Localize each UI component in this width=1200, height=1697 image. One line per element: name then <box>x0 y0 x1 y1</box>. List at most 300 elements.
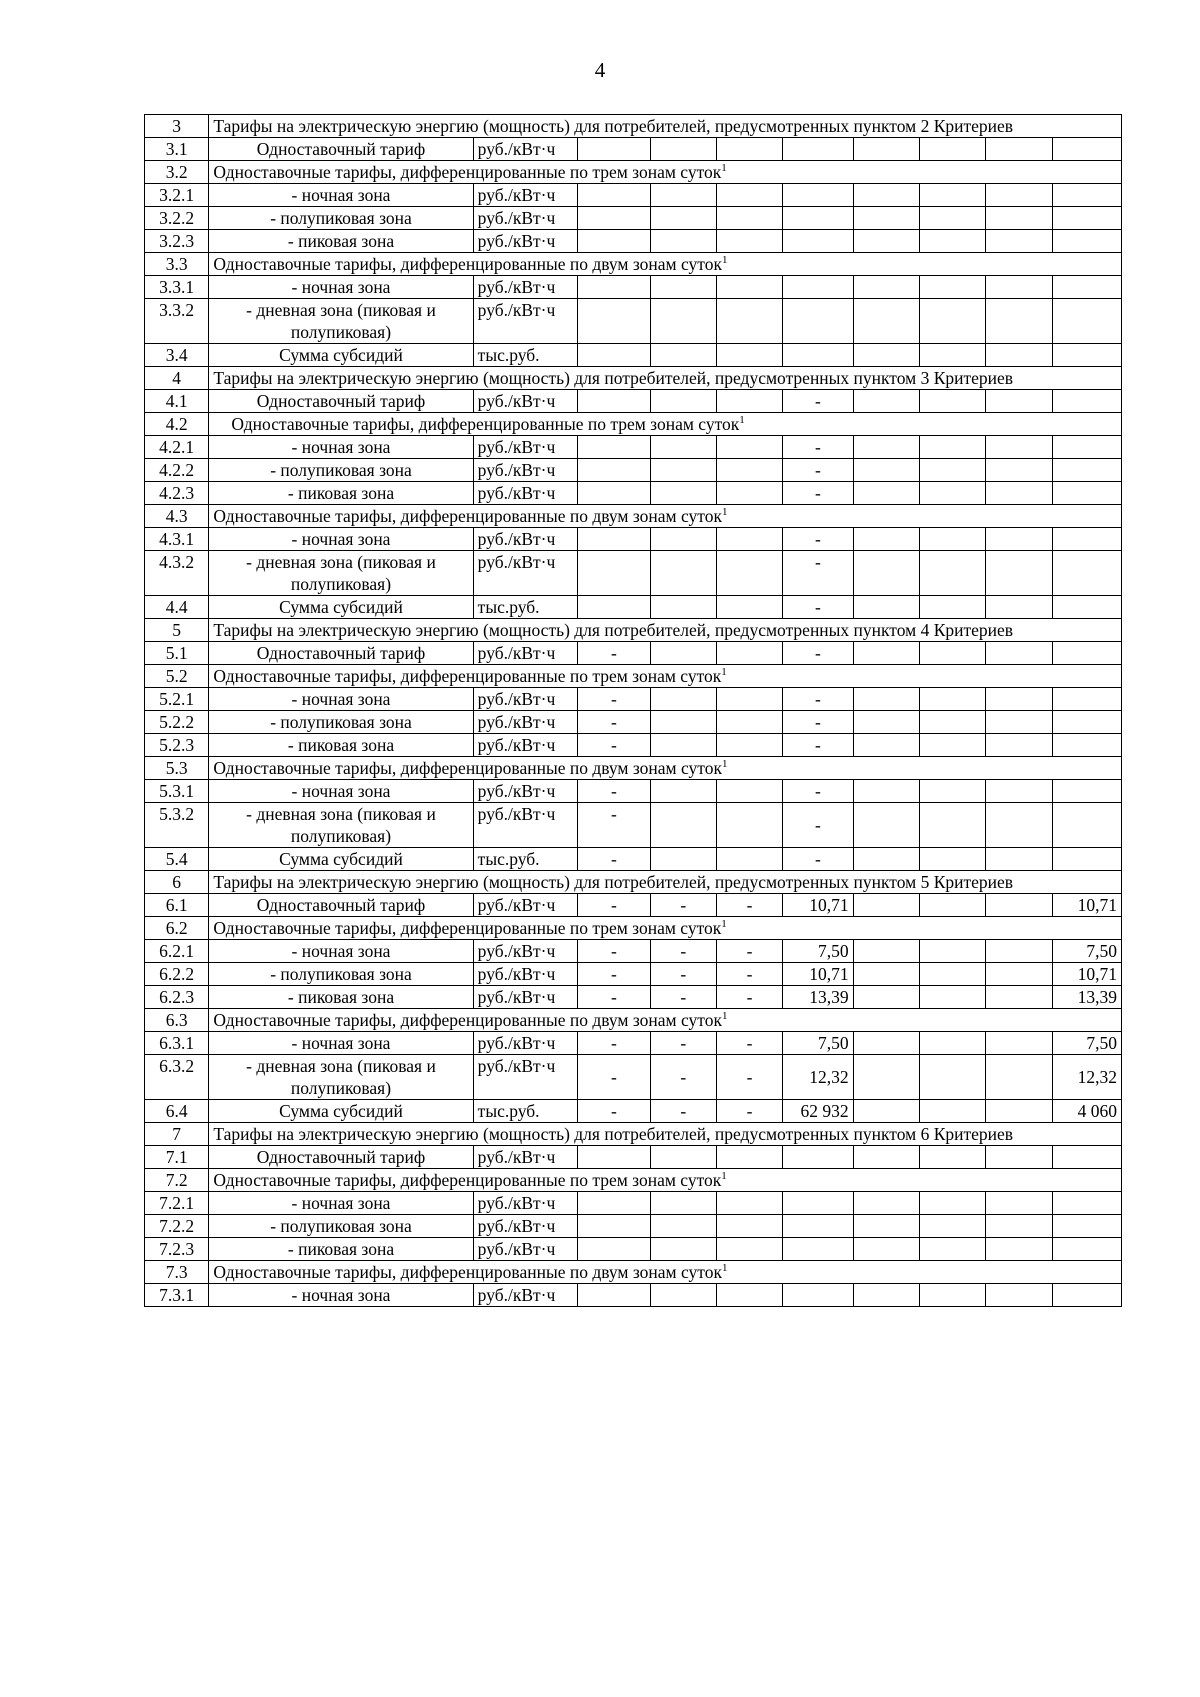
value-cell: - <box>578 1055 650 1100</box>
value-cell <box>986 734 1052 757</box>
value-cell <box>578 1284 650 1307</box>
row-number: 6.3 <box>145 1009 209 1032</box>
value-cell <box>578 1146 650 1169</box>
value-cell: - <box>650 1032 716 1055</box>
table-row <box>145 1032 1122 1055</box>
row-number: 5.3.1 <box>145 780 209 803</box>
row-unit: руб./кВт·ч <box>473 1146 578 1169</box>
table-row <box>145 551 1122 596</box>
value-cell <box>783 276 853 299</box>
group-title-text: Одноставочные тарифы, дифференцированные по трем зонам суток <box>213 666 722 686</box>
table-row <box>145 138 1122 161</box>
row-number: 7.2 <box>145 1169 209 1192</box>
value-cell <box>919 711 985 734</box>
value-cell <box>783 1238 853 1261</box>
value-cell <box>716 482 782 505</box>
row-name: - ночная зона <box>209 1284 473 1307</box>
value-cell <box>650 551 716 596</box>
value-cell <box>716 711 782 734</box>
value-cell <box>986 482 1052 505</box>
value-cell <box>919 344 985 367</box>
value-cell: - <box>650 986 716 1009</box>
value-cell: 13,39 <box>783 986 853 1009</box>
page-number: 4 <box>594 58 606 82</box>
group-row <box>145 917 1122 940</box>
row-number: 3 <box>145 115 209 138</box>
row-unit: руб./кВт·ч <box>473 986 578 1009</box>
value-cell <box>986 138 1052 161</box>
table-row <box>145 642 1122 665</box>
row-name: - пиковая зона <box>209 482 473 505</box>
group-title <box>209 413 1122 436</box>
value-cell <box>853 459 919 482</box>
section-title <box>209 619 1122 642</box>
value-cell <box>986 276 1052 299</box>
value-cell: - <box>578 848 650 871</box>
value-cell <box>919 894 985 917</box>
value-cell <box>919 848 985 871</box>
value-cell <box>716 1215 782 1238</box>
row-unit: руб./кВт·ч <box>473 780 578 803</box>
value-cell <box>919 390 985 413</box>
row-number: 6.1 <box>145 894 209 917</box>
value-cell: - <box>578 711 650 734</box>
value-cell: - <box>783 459 853 482</box>
value-cell <box>578 390 650 413</box>
value-cell <box>578 482 650 505</box>
row-name: Одноставочный тариф <box>209 390 473 413</box>
value-cell <box>986 803 1052 848</box>
value-cell <box>716 596 782 619</box>
value-cell <box>919 184 985 207</box>
table-row <box>145 1284 1122 1307</box>
value-cell: 10,71 <box>783 894 853 917</box>
row-number: 7.2.2 <box>145 1215 209 1238</box>
value-cell <box>716 1284 782 1307</box>
value-cell <box>650 1284 716 1307</box>
value-cell <box>853 780 919 803</box>
value-cell: 7,50 <box>783 1032 853 1055</box>
group-title-text: Одноставочные тарифы, дифференцированные по трем зонам суток <box>213 1170 722 1190</box>
value-cell <box>578 344 650 367</box>
value-cell <box>716 688 782 711</box>
row-name: - ночная зона <box>209 184 473 207</box>
row-unit: руб./кВт·ч <box>473 230 578 253</box>
value-cell <box>716 803 782 848</box>
footnote-mark: 1 <box>721 162 727 175</box>
value-cell <box>1052 596 1121 619</box>
row-unit: тыс.руб. <box>473 1100 578 1123</box>
value-cell <box>1052 1192 1121 1215</box>
value-cell <box>986 1284 1052 1307</box>
group-title <box>209 253 1122 276</box>
value-cell <box>650 207 716 230</box>
value-cell <box>919 734 985 757</box>
row-name: Сумма субсидий <box>209 344 473 367</box>
row-name: - дневная зона (пиковая и полупиковая) <box>209 551 473 596</box>
row-name: - ночная зона <box>209 528 473 551</box>
value-cell <box>986 711 1052 734</box>
value-cell <box>1052 848 1121 871</box>
group-row <box>145 161 1122 184</box>
value-cell <box>650 596 716 619</box>
value-cell: 12,32 <box>783 1055 853 1100</box>
value-cell <box>716 207 782 230</box>
row-name: - ночная зона <box>209 780 473 803</box>
value-cell <box>783 138 853 161</box>
value-cell: - <box>578 986 650 1009</box>
section-title-text: Тарифы на электрическую энергию (мощность) для потребителей, предусмотренных пунктом 3 Критериев <box>213 368 1014 388</box>
value-cell <box>853 551 919 596</box>
footnote-mark: 1 <box>721 1170 727 1183</box>
section-row <box>145 619 1122 642</box>
group-title <box>209 505 1122 528</box>
table-row <box>145 459 1122 482</box>
row-name: - пиковая зона <box>209 1238 473 1261</box>
value-cell: 7,50 <box>1052 1032 1121 1055</box>
value-cell: - <box>716 894 782 917</box>
group-title <box>209 1009 1122 1032</box>
row-unit: руб./кВт·ч <box>473 1238 578 1261</box>
table-row <box>145 1055 1122 1100</box>
row-number: 4.2.3 <box>145 482 209 505</box>
value-cell <box>578 299 650 344</box>
row-name: Одноставочный тариф <box>209 642 473 665</box>
row-name: - ночная зона <box>209 1032 473 1055</box>
row-name: - пиковая зона <box>209 734 473 757</box>
row-number: 7.2.3 <box>145 1238 209 1261</box>
row-number: 7.3 <box>145 1261 209 1284</box>
row-name: - ночная зона <box>209 436 473 459</box>
value-cell <box>919 986 985 1009</box>
value-cell <box>1052 390 1121 413</box>
value-cell <box>650 803 716 848</box>
value-cell <box>716 459 782 482</box>
value-cell <box>650 1215 716 1238</box>
value-cell: 13,39 <box>1052 986 1121 1009</box>
value-cell <box>1052 1215 1121 1238</box>
value-cell <box>986 299 1052 344</box>
table-row <box>145 299 1122 344</box>
value-cell <box>919 1192 985 1215</box>
value-cell <box>1052 528 1121 551</box>
value-cell <box>1052 299 1121 344</box>
row-unit: руб./кВт·ч <box>473 482 578 505</box>
value-cell <box>1052 276 1121 299</box>
value-cell <box>783 184 853 207</box>
value-cell <box>650 436 716 459</box>
table-row <box>145 230 1122 253</box>
value-cell <box>853 528 919 551</box>
value-cell <box>919 1238 985 1261</box>
section-title <box>209 871 1122 894</box>
footnote-mark: 1 <box>721 506 728 519</box>
group-title-text: Одноставочные тарифы, дифференцированные по двум зонам суток <box>213 254 722 274</box>
value-cell <box>650 780 716 803</box>
value-cell <box>986 1215 1052 1238</box>
value-cell <box>919 276 985 299</box>
value-cell <box>650 734 716 757</box>
row-number: 5.2.3 <box>145 734 209 757</box>
row-number: 3.2.3 <box>145 230 209 253</box>
section-title-text: Тарифы на электрическую энергию (мощность) для потребителей, предусмотренных пунктом 5 Критериев <box>213 872 1014 892</box>
row-name: - дневная зона (пиковая и полупиковая) <box>209 299 473 344</box>
row-name: Одноставочный тариф <box>209 1146 473 1169</box>
value-cell <box>783 344 853 367</box>
footnote-mark: 1 <box>721 254 728 267</box>
row-unit: тыс.руб. <box>473 344 578 367</box>
value-cell <box>853 184 919 207</box>
value-cell <box>716 780 782 803</box>
row-number: 6.2.3 <box>145 986 209 1009</box>
footnote-mark: 1 <box>721 666 727 679</box>
value-cell: - <box>578 1032 650 1055</box>
value-cell: - <box>578 642 650 665</box>
value-cell: - <box>783 551 853 596</box>
value-cell <box>1052 344 1121 367</box>
row-number: 5 <box>145 619 209 642</box>
value-cell <box>716 642 782 665</box>
value-cell <box>853 596 919 619</box>
value-cell <box>578 1192 650 1215</box>
row-name: - полупиковая зона <box>209 1215 473 1238</box>
value-cell: - <box>783 848 853 871</box>
value-cell <box>853 138 919 161</box>
row-name: Одноставочный тариф <box>209 138 473 161</box>
value-cell <box>578 138 650 161</box>
value-cell: - <box>578 734 650 757</box>
row-unit: тыс.руб. <box>473 596 578 619</box>
value-cell <box>919 940 985 963</box>
value-cell <box>853 276 919 299</box>
value-cell <box>1052 803 1121 848</box>
row-number: 5.2.1 <box>145 688 209 711</box>
row-unit: руб./кВт·ч <box>473 642 578 665</box>
value-cell <box>1052 711 1121 734</box>
group-title <box>209 917 1122 940</box>
row-unit: руб./кВт·ч <box>473 207 578 230</box>
table-row <box>145 528 1122 551</box>
value-cell: - <box>650 1100 716 1123</box>
value-cell <box>650 688 716 711</box>
value-cell <box>919 1032 985 1055</box>
section-row <box>145 367 1122 390</box>
value-cell <box>650 711 716 734</box>
table-row <box>145 940 1122 963</box>
section-row <box>145 1123 1122 1146</box>
value-cell <box>1052 184 1121 207</box>
value-cell <box>853 963 919 986</box>
row-number: 7.3.1 <box>145 1284 209 1307</box>
row-unit: руб./кВт·ч <box>473 688 578 711</box>
table-row <box>145 734 1122 757</box>
value-cell <box>578 459 650 482</box>
value-cell <box>986 528 1052 551</box>
value-cell <box>986 1100 1052 1123</box>
value-cell <box>919 1215 985 1238</box>
value-cell <box>783 1215 853 1238</box>
row-name: - полупиковая зона <box>209 963 473 986</box>
value-cell: - <box>716 1055 782 1100</box>
value-cell <box>986 848 1052 871</box>
group-title <box>209 161 1122 184</box>
value-cell <box>919 642 985 665</box>
section-title-text: Тарифы на электрическую энергию (мощность) для потребителей, предусмотренных пунктом 2 Критериев <box>213 116 1014 136</box>
value-cell <box>853 1055 919 1100</box>
value-cell <box>716 436 782 459</box>
value-cell <box>919 1055 985 1100</box>
value-cell <box>986 1032 1052 1055</box>
value-cell <box>578 276 650 299</box>
section-row <box>145 115 1122 138</box>
table-row <box>145 1192 1122 1215</box>
row-unit: руб./кВт·ч <box>473 734 578 757</box>
row-number: 6.2.1 <box>145 940 209 963</box>
value-cell <box>1052 780 1121 803</box>
row-unit: руб./кВт·ч <box>473 711 578 734</box>
group-title-text: Одноставочные тарифы, дифференцированные по двум зонам суток <box>213 506 722 526</box>
footnote-mark: 1 <box>721 1010 728 1023</box>
value-cell <box>853 1032 919 1055</box>
value-cell <box>716 230 782 253</box>
value-cell <box>986 459 1052 482</box>
value-cell: 7,50 <box>783 940 853 963</box>
section-title <box>209 1123 1122 1146</box>
value-cell <box>853 711 919 734</box>
value-cell <box>1052 230 1121 253</box>
value-cell <box>919 138 985 161</box>
value-cell <box>986 1146 1052 1169</box>
group-row <box>145 1169 1122 1192</box>
row-unit: руб./кВт·ч <box>473 184 578 207</box>
group-title <box>209 665 1122 688</box>
value-cell <box>986 344 1052 367</box>
value-cell <box>919 803 985 848</box>
value-cell <box>986 596 1052 619</box>
value-cell <box>716 551 782 596</box>
footnote-mark: 1 <box>721 758 728 771</box>
section-row <box>145 871 1122 894</box>
value-cell <box>783 230 853 253</box>
value-cell: - <box>783 390 853 413</box>
row-number: 3.2.1 <box>145 184 209 207</box>
value-cell: - <box>578 780 650 803</box>
group-title <box>209 757 1122 780</box>
value-cell <box>650 1238 716 1261</box>
value-cell <box>853 482 919 505</box>
value-cell: - <box>783 596 853 619</box>
footnote-mark: 1 <box>721 1262 728 1275</box>
row-number: 4.1 <box>145 390 209 413</box>
row-name: - ночная зона <box>209 276 473 299</box>
value-cell <box>578 1215 650 1238</box>
row-name: - полупиковая зона <box>209 207 473 230</box>
value-cell <box>650 230 716 253</box>
row-unit: руб./кВт·ч <box>473 1284 578 1307</box>
value-cell: - <box>783 528 853 551</box>
row-unit: руб./кВт·ч <box>473 803 578 848</box>
row-number: 4.3 <box>145 505 209 528</box>
row-number: 6.2.2 <box>145 963 209 986</box>
table-row <box>145 986 1122 1009</box>
row-unit: руб./кВт·ч <box>473 1192 578 1215</box>
value-cell <box>578 528 650 551</box>
value-cell: - <box>650 963 716 986</box>
row-number: 5.3 <box>145 757 209 780</box>
value-cell <box>1052 688 1121 711</box>
value-cell <box>919 207 985 230</box>
value-cell <box>650 184 716 207</box>
table-row <box>145 848 1122 871</box>
group-title <box>209 1169 1122 1192</box>
value-cell <box>578 436 650 459</box>
value-cell <box>650 344 716 367</box>
row-number: 3.3.2 <box>145 299 209 344</box>
row-name: - дневная зона (пиковая и полупиковая) <box>209 803 473 848</box>
value-cell <box>853 230 919 253</box>
row-unit: тыс.руб. <box>473 848 578 871</box>
row-number: 5.1 <box>145 642 209 665</box>
row-number: 4.4 <box>145 596 209 619</box>
value-cell <box>986 940 1052 963</box>
row-unit: руб./кВт·ч <box>473 551 578 596</box>
value-cell <box>853 1215 919 1238</box>
value-cell <box>716 848 782 871</box>
table-row <box>145 688 1122 711</box>
value-cell <box>783 207 853 230</box>
value-cell <box>853 1238 919 1261</box>
row-number: 3.2.2 <box>145 207 209 230</box>
value-cell: - <box>783 711 853 734</box>
value-cell <box>919 1100 985 1123</box>
group-title-text: Одноставочные тарифы, дифференцированные по двум зонам суток <box>213 758 722 778</box>
value-cell <box>1052 207 1121 230</box>
value-cell: - <box>783 803 853 848</box>
group-title-text: Одноставочные тарифы, дифференцированные по трем зонам суток <box>213 918 722 938</box>
value-cell <box>716 1238 782 1261</box>
row-number: 3.1 <box>145 138 209 161</box>
row-name: - ночная зона <box>209 940 473 963</box>
value-cell <box>853 207 919 230</box>
row-name: - дневная зона (пиковая и полупиковая) <box>209 1055 473 1100</box>
value-cell <box>1052 642 1121 665</box>
value-cell <box>853 688 919 711</box>
table-row <box>145 596 1122 619</box>
row-name: Одноставочный тариф <box>209 894 473 917</box>
value-cell <box>853 344 919 367</box>
value-cell <box>853 986 919 1009</box>
value-cell <box>986 390 1052 413</box>
value-cell: - <box>578 940 650 963</box>
row-number: 7 <box>145 1123 209 1146</box>
value-cell: 10,71 <box>783 963 853 986</box>
row-number: 5.3.2 <box>145 803 209 848</box>
value-cell <box>986 688 1052 711</box>
value-cell <box>783 1192 853 1215</box>
value-cell <box>716 184 782 207</box>
row-number: 6.3.2 <box>145 1055 209 1100</box>
value-cell: - <box>650 894 716 917</box>
value-cell <box>1052 1284 1121 1307</box>
row-name: - пиковая зона <box>209 230 473 253</box>
table-row <box>145 184 1122 207</box>
value-cell <box>853 940 919 963</box>
value-cell <box>716 1192 782 1215</box>
value-cell: - <box>783 482 853 505</box>
value-cell <box>853 436 919 459</box>
row-unit: руб./кВт·ч <box>473 138 578 161</box>
value-cell <box>716 528 782 551</box>
